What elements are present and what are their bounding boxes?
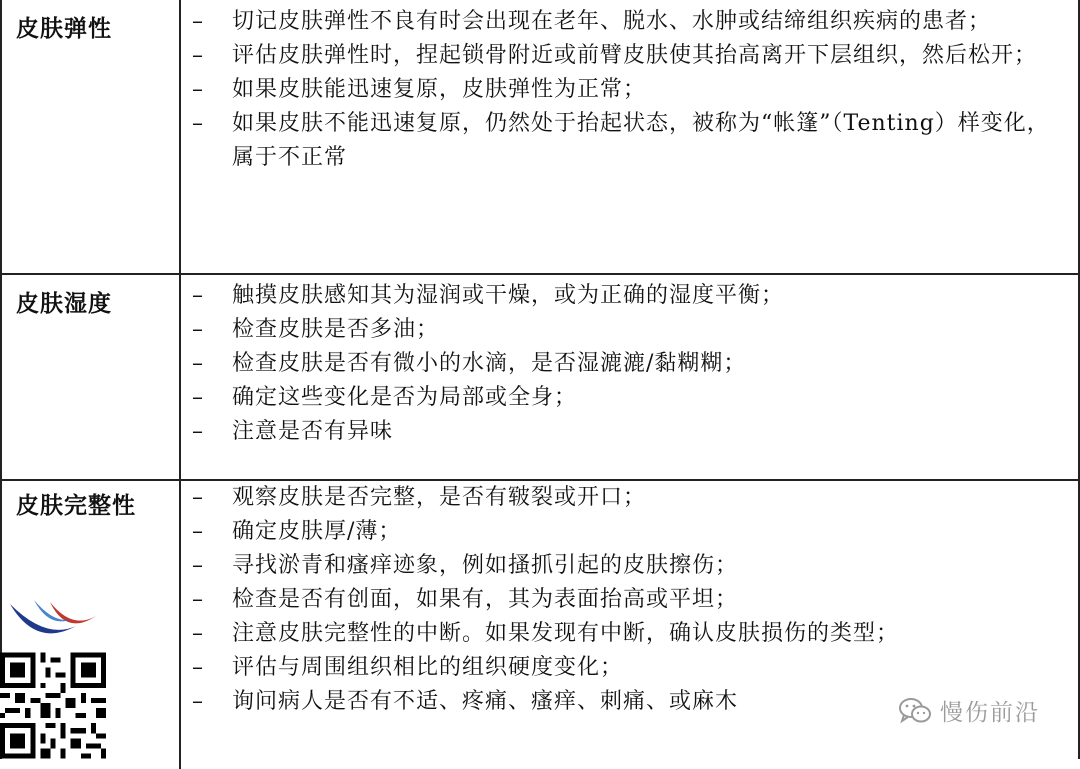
bullet-dash: –: [192, 655, 204, 680]
list-item: – 观察皮肤是否完整，是否有皲裂或开口；: [180, 481, 1080, 515]
bullet-dash: –: [192, 621, 204, 646]
wechat-icon: [898, 696, 932, 726]
bullet-dash: –: [192, 283, 204, 308]
brand-logo: [6, 596, 102, 644]
list-item: – 切记皮肤弹性不良有时会出现在老年、脱水、水肿或结缔组织疾病的患者；: [180, 5, 1080, 39]
bullet-dash: –: [192, 689, 204, 714]
bullet-dash: –: [192, 9, 204, 34]
bullet-dash: –: [192, 485, 204, 510]
bullet-dash: –: [192, 385, 204, 410]
item-list: [180, 279, 1080, 449]
bullet-dash: –: [192, 519, 204, 544]
item-list: [180, 481, 1080, 719]
bullet-dash: –: [192, 587, 204, 612]
watermark-text: 慢伤前沿: [940, 700, 1040, 726]
bullet-dash: –: [192, 77, 204, 102]
qr-code: [0, 652, 106, 759]
bullet-dash: –: [192, 111, 204, 136]
list-item: – 检查是否有创面，如果有，其为表面抬高或平坦；: [180, 583, 1080, 617]
item-list: [180, 5, 1080, 175]
bullet-dash: –: [192, 351, 204, 376]
list-item: – 如果皮肤能迅速复原，皮肤弹性为正常；: [180, 73, 1080, 107]
list-item: – 评估皮肤弹性时，捏起锁骨附近或前臂皮肤使其抬高离开下层组织，然后松开；: [180, 39, 1080, 73]
list-item: – 询问病人是否有不适、疼痛、瘙痒、刺痛、或麻木: [180, 685, 1080, 719]
list-item: – 检查皮肤是否多油；: [180, 313, 1080, 347]
row-label: 皮肤完整性: [16, 493, 136, 519]
bullet-dash: –: [192, 553, 204, 578]
watermark: [898, 694, 1040, 727]
row-label: 皮肤弹性: [16, 16, 112, 42]
list-item: – 评估与周围组织相比的组织硬度变化；: [180, 651, 1080, 685]
list-item: – 如果皮肤不能迅速复原，仍然处于抬起状态，被称为“帐篷”（Tenting）样变化，属于不正常: [180, 107, 1080, 175]
table-row-skin-elasticity: [2, 0, 1080, 275]
list-item: – 注意是否有异味: [180, 415, 1080, 449]
bullet-dash: –: [192, 419, 204, 444]
list-item: – 触摸皮肤感知其为湿润或干燥，或为正确的湿度平衡；: [180, 279, 1080, 313]
list-item: – 注意皮肤完整性的中断。如果发现有中断，确认皮肤损伤的类型；: [180, 617, 1080, 651]
row-label: 皮肤湿度: [16, 291, 112, 317]
list-item: – 检查皮肤是否有微小的水滴，是否湿漉漉/黏糊糊；: [180, 347, 1080, 381]
list-item: – 寻找淤青和瘙痒迹象，例如搔抓引起的皮肤擦伤；: [180, 549, 1080, 583]
bullet-dash: –: [192, 43, 204, 68]
table-row-skin-moisture: [2, 273, 1080, 481]
list-item: – 确定这些变化是否为局部或全身；: [180, 381, 1080, 415]
list-item: – 确定皮肤厚/薄；: [180, 515, 1080, 549]
bullet-dash: –: [192, 317, 204, 342]
